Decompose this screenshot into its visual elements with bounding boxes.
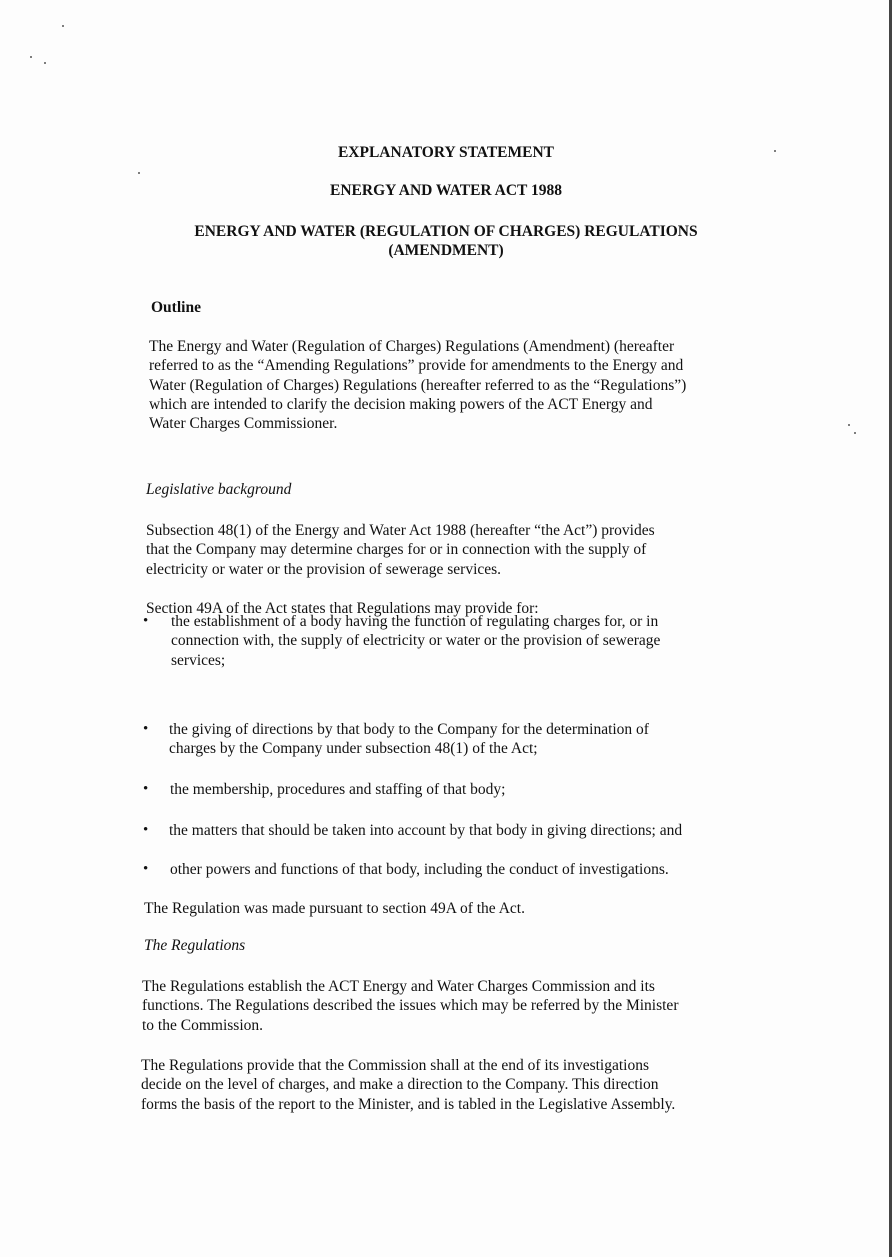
bullet-line: charges by the Company under subsection 48(1) of the Act; xyxy=(169,740,538,758)
bullet-item xyxy=(171,612,660,670)
paragraph-line: electricity or water or the provision of sewerage services. xyxy=(146,560,502,578)
bullet-dot-icon: • xyxy=(143,613,149,629)
legislative-paragraph-2: Section 49A of the Act states that Regulations may provide for: xyxy=(146,600,539,617)
bullet-item xyxy=(170,860,669,879)
outline-line: Water (Regulation of Charges) Regulations (hereafter referred to as the “Regulations”) xyxy=(149,376,687,394)
bullet-line: the giving of directions by that body to the Company for the determination of xyxy=(169,721,649,738)
regulations-paragraph-1 xyxy=(142,977,678,1035)
paragraph-line: that the Company may determine charges for or in connection with the supply of xyxy=(146,541,647,559)
outline-line: The Energy and Water (Regulation of Charges) Regulations (Amendment) (hereafter xyxy=(149,338,675,355)
regulations-title-line2: (AMENDMENT) xyxy=(388,242,504,259)
scan-speck xyxy=(44,62,46,64)
scan-speck xyxy=(138,172,140,174)
outline-line: which are intended to clarify the decision making powers of the ACT Energy and xyxy=(149,395,653,413)
paragraph-line: to the Commission. xyxy=(142,1016,263,1034)
scan-speck xyxy=(30,56,32,58)
bullet-line: connection with, the supply of electricity or water or the provision of sewerage xyxy=(171,632,661,650)
bullet-dot-icon: • xyxy=(143,721,149,737)
bullet-line: other powers and functions of that body, including the conduct of investigations. xyxy=(170,861,669,878)
legislative-background-heading: Legislative background xyxy=(146,481,292,498)
paragraph-line: decide on the level of charges, and make a direction to the Company. This direction xyxy=(141,1076,659,1094)
scan-speck xyxy=(62,25,64,27)
bullet-dot-icon: • xyxy=(143,781,149,797)
outline-heading: Outline xyxy=(151,299,201,316)
regulations-title-line1: ENERGY AND WATER (REGULATION OF CHARGES) REGULATIONS xyxy=(194,223,698,240)
bullet-item xyxy=(169,720,649,759)
scan-speck xyxy=(854,432,856,434)
bullet-item xyxy=(170,780,505,799)
bullet-dot-icon: • xyxy=(143,822,149,838)
outline-line: referred to as the “Amending Regulations” provide for amendments to the Energy and xyxy=(149,357,684,375)
outline-paragraph xyxy=(149,337,686,433)
scan-speck xyxy=(848,424,850,426)
document-title: EXPLANATORY STATEMENT xyxy=(337,144,555,161)
paragraph-line: The Regulations provide that the Commission shall at the end of its investigations xyxy=(141,1057,649,1074)
bullet-item xyxy=(169,821,682,840)
paragraph-line: functions. The Regulations described the issues which may be referred by the Minister xyxy=(142,997,679,1015)
paragraph-line: forms the basis of the report to the Minister, and is tabled in the Legislative Assembly. xyxy=(141,1095,676,1113)
bullet-line: the matters that should be taken into account by that body in giving directions; and xyxy=(169,822,683,839)
bullet-line: the establishment of a body having the function of regulating charges for, or in xyxy=(171,613,659,630)
bullet-line: the membership, procedures and staffing of that body; xyxy=(170,781,506,798)
the-regulations-heading: The Regulations xyxy=(144,937,246,954)
paragraph-line: Subsection 48(1) of the Energy and Water Act 1988 (hereafter “the Act”) provides xyxy=(146,522,655,539)
bullet-dot-icon: • xyxy=(143,861,149,877)
legislative-paragraph-1 xyxy=(146,521,655,579)
outline-line: Water Charges Commissioner. xyxy=(149,415,338,433)
act-title: ENERGY AND WATER ACT 1988 xyxy=(330,182,562,199)
legislative-paragraph-3: The Regulation was made pursuant to section 49A of the Act. xyxy=(144,900,525,917)
paragraph-line: The Regulations establish the ACT Energy and Water Charges Commission and its xyxy=(142,978,655,995)
bullet-line: services; xyxy=(171,651,226,669)
regulations-paragraph-2 xyxy=(141,1056,675,1114)
